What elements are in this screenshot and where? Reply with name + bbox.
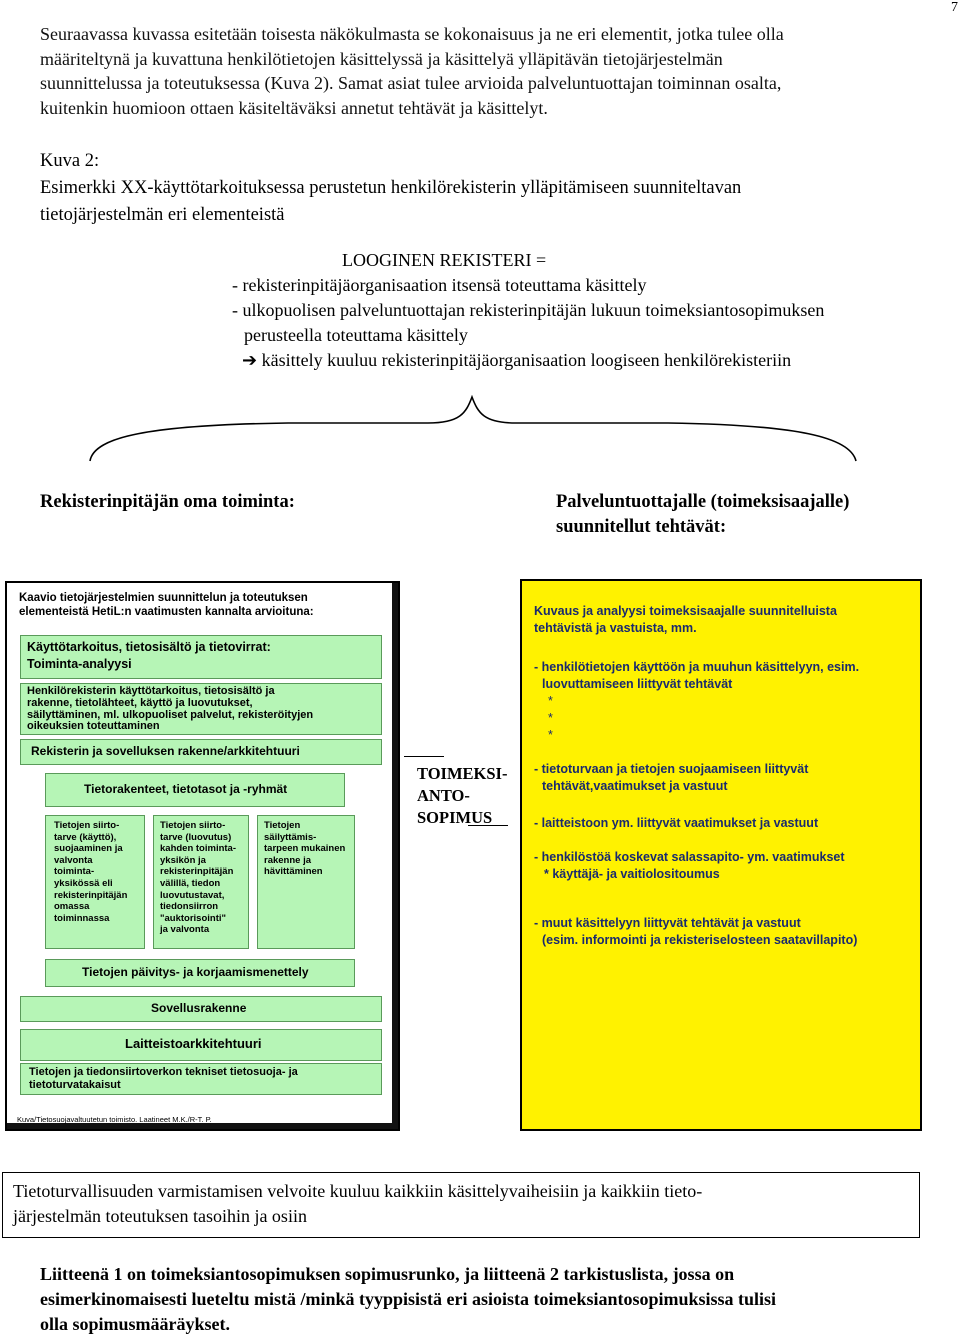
security-note-line: Tietoturvallisuuden varmistamisen velvoite kuuluu kaikkiin käsittelyvaiheisiin ja kaikkiin tieto- [13,1181,703,1201]
yellow-title [534,603,837,637]
logical-register-title: LOOGINEN REKISTERI = [342,250,547,270]
yellow-star: * [548,694,553,708]
contract-label [417,763,507,829]
col-line: tarve (luovutus) [160,831,232,843]
box-line: Käyttötarkoitus, tietosisältö ja tietovirrat: [27,640,271,654]
logical-line: - rekisterinpitäjäorganisaation itsensä toteuttama käsittely [232,275,647,295]
col-line: luovutustavat, [160,889,225,901]
col-line: ja valvonta [160,924,210,936]
col-line: yksikössä eli [54,877,113,889]
curly-brace [88,395,868,465]
box-register-purpose [20,683,382,735]
col-line: välillä, tiedon [160,877,221,889]
box-network-security [20,1063,382,1095]
col-line: rekisterinpitäjän [160,866,234,878]
box-line: rakenne, tietolähteet, käyttö ja luovutukset, [27,696,253,709]
yellow-star: * [548,711,553,725]
caption-line: tietojärjestelmän eri elementeistä [40,205,285,225]
box-retention [257,815,355,949]
col-line: valvonta [54,854,93,866]
box-line: Toiminta-analyysi [27,657,132,671]
caption-line: Esimerkki XX-käyttötarkoituksessa perustetun henkilörekisterin ylläpitämiseen suunniteltavan [40,178,742,198]
contract-label-line: TOIMEKSI- [417,764,508,783]
final-note-line: olla sopimusmääräykset. [40,1314,231,1334]
caption-label: Kuva 2: [40,151,100,171]
box-data-structures: Tietorakenteet, tietotasot ja -ryhmät [45,773,345,807]
figure-caption [40,148,940,229]
yellow-title-line: tehtävistä ja vastuista, mm. [534,621,697,635]
final-note-line: esimerkinomaisesti lueteltu mistä /minkä tyyppisistä eri asioista toimeksiantosopimuksissa tulisi [40,1289,777,1309]
diagram-footer: Kuva/Tietosuojavaltuutetun toimisto. Laatineet M.K./R-T. P. [17,1115,212,1124]
diagram-title-line: elementeistä HetiL:n vaatimusten kannalta arvioituna: [19,606,314,618]
col-line: "auktorisointi" [160,912,227,924]
col-line: omassa [54,901,90,913]
box-purpose [20,635,382,679]
contract-label-line: ANTO- [417,786,470,805]
col-line: Tietojen [264,820,301,831]
logical-conclusion [232,348,952,373]
diagram-title-line: Kaavio tietojärjestelmien suunnittelun ja toteutuksen [19,592,308,604]
box-update-correction: Tietojen päivitys- ja korjaamismenettely [45,959,355,987]
yellow-item-line: - muut käsittelyyn liittyvät tehtävät ja vastuut [534,916,801,930]
col-line: toiminnassa [54,912,110,924]
yellow-item [534,659,859,744]
box-architecture: Rekisterin ja sovelluksen rakenne/arkkitehtuuri [20,739,382,765]
right-heading [556,490,849,540]
col-line: Tietojen siirto- [54,820,120,831]
yellow-item [534,915,857,949]
right-heading-line: Palveluntuottajalle (toimeksisaajalle) [556,492,850,512]
yellow-item-line: - henkilöstöä koskevat salassapito- ym. vaatimukset [534,850,845,864]
security-note-line: järjestelmän toteutuksen tasoihin ja osiin [13,1206,307,1226]
yellow-item-line: (esim. informointi ja rekisteriselosteen saatavillapito) [542,933,858,947]
intro-line: suunnittelussa ja toteutuksessa (Kuva 2). Samat asiat tulee arvioida palveluntuottajan toiminnan osalta, [40,73,782,93]
intro-line: kuitenkin huomioon ottaen käsiteltäväksi annetut tehtävät ja käsittelyt. [40,97,548,118]
intro-line: määriteltynä ja kuvattuna henkilötietojen käsittelyssä ja käsittelyä ylläpitävän tietojärjestelmän [40,48,723,69]
box-transfer-use [45,815,145,949]
contract-label-line: SOPIMUS [417,808,493,827]
yellow-item-line: tehtävät,vaatimukset ja vastuut [542,779,728,793]
box-line: tietoturvatakaisut [29,1079,121,1091]
col-line: kahden toiminta- [160,843,237,855]
right-arrow-icon: ➔ [242,350,258,371]
intro-line: Seuraavassa kuvassa esitetään toisesta näkökulmasta se kokonaisuus ja ne eri elementit, jotka tulee olla [40,24,784,44]
final-note-line: Liitteenä 1 on toimeksiantosopimuksen sopimusrunko, ja liitteenä 2 tarkistuslista, jossa on [40,1264,735,1284]
logical-line: - ulkopuolisen palveluntuottajan rekisterinpitäjän lukuun toimeksiantosopimuksen [232,300,825,320]
box-application-structure: Sovellusrakenne [20,996,382,1022]
yellow-item [534,849,845,883]
intro-paragraph [40,22,945,120]
contract-top-line [404,756,444,757]
box-transfer-disclosure [153,815,249,949]
col-line: toiminta- [54,866,95,878]
box-line: Henkilörekisterin käyttötarkoitus, tietosisältö ja [27,685,275,697]
box-hardware-architecture: Laitteistoarkkitehtuuri [20,1029,382,1061]
box-line: Tietojen ja tiedonsiirtoverkon tekniset tietosuoja- ja [29,1066,298,1078]
box-line: oikeuksien toteuttaminen [27,720,160,733]
col-line: suojaaminen ja [54,843,123,855]
col-line: Tietojen siirto- [160,820,226,831]
col-line: rekisterinpitäjän [54,889,128,901]
col-line: rakenne ja [264,854,311,866]
col-line: tarpeen mukainen [264,843,346,855]
left-heading: Rekisterinpitäjän oma toiminta: [40,492,295,512]
green-diagram [5,581,400,1131]
yellow-item-line: luovuttamiseen liittyvät tehtävät [542,677,733,691]
yellow-star: * [548,728,553,742]
yellow-item-line: * käyttäjä- ja vaitiolositoumus [544,867,720,881]
page-number: 7 [951,0,958,15]
yellow-item-line: - tietoturvaan ja tietojen suojaamiseen liittyvät [534,762,809,776]
col-line: tiedonsiirron [160,901,219,913]
diagram-title [19,591,314,619]
logical-register-block [232,248,952,373]
col-line: yksikön ja [160,854,206,866]
security-note-box [2,1172,920,1238]
logical-line: perusteella toteuttama käsittely [244,325,468,345]
logical-line: käsittely kuuluu rekisterinpitäjäorganisaation loogiseen henkilörekisteriin [261,350,792,370]
right-heading-line: suunnitellut tehtävät: [556,517,727,537]
contract-bottom-line [468,825,508,826]
yellow-item: - laitteistoon ym. liittyvät vaatimukset ja vastuut [534,816,819,830]
col-line: hävittäminen [264,866,323,878]
yellow-item-line: - henkilötietojen käyttöön ja muuhun käsittelyyn, esim. [534,660,860,674]
final-note [40,1262,920,1337]
yellow-task-box [520,579,922,1131]
yellow-item [534,761,808,795]
col-line: tarve (käyttö), [54,831,117,843]
col-line: säilyttämis- [264,831,317,843]
yellow-title-line: Kuvaus ja analyysi toimeksisaajalle suunnitelluista [534,604,837,618]
box-line: säilyttäminen, ml. ulkopuoliset palvelut, rekisteröityjen [27,708,314,721]
